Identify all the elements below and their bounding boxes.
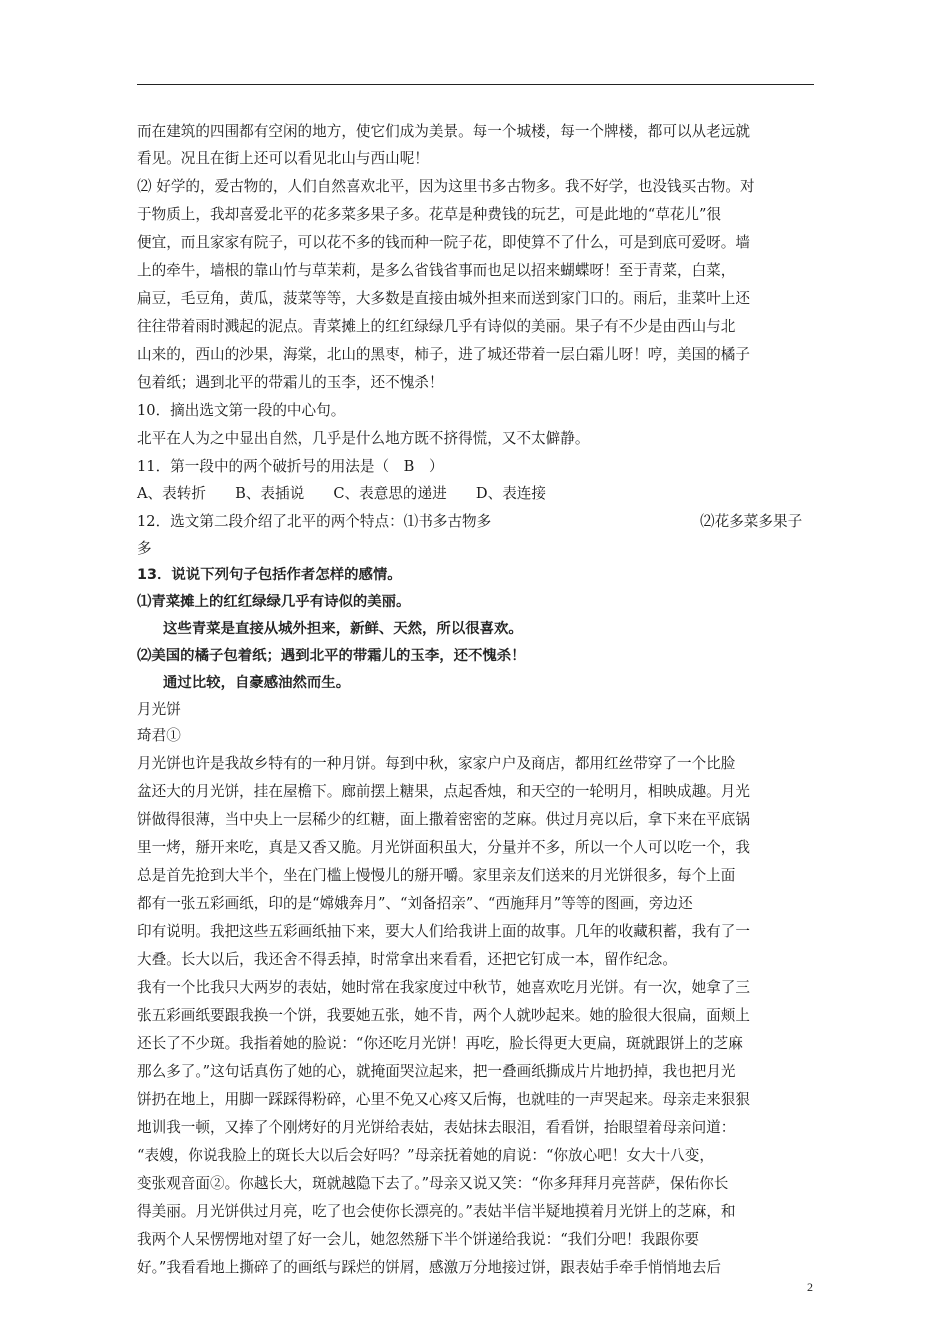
passage2-line: 都有一张五彩画纸，印的是“嫦娥奔月”、“刘备招亲”、“西施拜月”等等的图画，旁边还: [137, 895, 693, 912]
question-13-sentence-2: ⑵美国的橘子包着纸；遇到北平的带霜儿的玉李，还不愧杀！: [137, 648, 526, 664]
question-10-answer: 北平在人为之中显出自然，几乎是什么地方既不挤得慌，又不太僻静。: [137, 430, 590, 447]
passage2-line: 大叠。长大以后，我还舍不得丢掉，时常拿出来看看，还把它钉成一本，留作纪念。: [137, 951, 677, 968]
passage2-line: 地训我一顿，又捧了个刚烤好的月光饼给表姑，表姑抹去眼泪，看看饼，抬眼望着母亲问道：: [137, 1119, 736, 1136]
passage2-line: 盆还大的月光饼，挂在屋檐下。廊前摆上糖果，点起香烛，和天空的一轮明月，相映成趣。月光: [137, 783, 750, 800]
question-13-answer-1: 这些青菜是直接从城外担来，新鲜、天然，所以很喜欢。: [163, 621, 523, 637]
passage1-line: 山来的，西山的沙果，海棠，北山的黑枣，柿子，进了城还带着一层白霜儿呀！哼，美国的橘子: [137, 346, 750, 363]
passage1-line: 便宜，而且家家有院子，可以花不多的钱而种一院子花，即使算不了什么，可是到底可爱呀。墙: [137, 234, 750, 251]
passage2-line: 印有说明。我把这些五彩画纸抽下来，要大人们给我讲上面的故事。几年的收藏积蓄，我有了一: [137, 923, 750, 940]
passage2-line: 总是首先抢到大半个，坐在门槛上慢慢儿的掰开嚼。家里亲友们送来的月光饼很多，每个上面: [137, 867, 736, 884]
question-12-wrap: 多: [137, 540, 152, 557]
question-11-prompt: 11．第一段中的两个破折号的用法是（ B ）: [137, 458, 444, 475]
passage2-line: 我有一个比我只大两岁的表姑，她时常在我家度过中秋节，她喜欢吃月光饼。有一次，她拿了三: [137, 979, 750, 996]
question-12-second-feature: ⑵花多菜多果子: [700, 513, 803, 530]
passage1-line: 而在建筑的四围都有空闲的地方，使它们成为美景。每一个城楼，每一个牌楼，都可以从老远就: [137, 123, 750, 140]
passage1-line: 往往带着雨时溅起的泥点。青菜摊上的红红绿绿几乎有诗似的美丽。果子有不少是由西山与北: [137, 318, 736, 335]
passage2-line: 饼扔在地上，用脚一踩踩得粉碎，心里不免又心疼又后悔，也就哇的一声哭起来。母亲走来狠狠: [137, 1091, 750, 1108]
passage2-line: 月光饼也许是我故乡特有的一种月饼。每到中秋，家家户户及商店，都用红丝带穿了一个比脸: [137, 755, 736, 772]
passage2-line: 还长了不少斑。我指着她的脸说：“你还吃月光饼！再吃，脸长得更大更扁，斑就跟饼上的芝麻: [137, 1035, 743, 1052]
passage1-line: 上的牵牛，墙根的靠山竹与草茉莉，是多么省钱省事而也足以招来蝴蝶呀！至于青菜，白菜，: [137, 262, 736, 279]
passage1-line: 包着纸；遇到北平的带霜儿的玉李，还不愧杀！: [137, 374, 444, 391]
header-rule: [137, 84, 814, 85]
passage2-line: 里一烤，掰开来吃，真是又香又脆。月光饼面积虽大，分量并不多，所以一个人可以吃一个，我: [137, 839, 750, 856]
passage1-line: 看见。况且在街上还可以看见北山与西山呢！: [137, 150, 429, 167]
passage2-line: 得美丽。月光饼供过月亮，吃了也会使你长漂亮的。”表姑半信半疑地摸着月光饼上的芝麻，和: [137, 1203, 736, 1220]
question-10-prompt: 10．摘出选文第一段的中心句。: [137, 402, 346, 419]
passage2-line: 张五彩画纸要跟我换一个饼，我要她五张，她不肯，两个人就吵起来。她的脸很大很扁，面颊上: [137, 1007, 750, 1024]
question-13-sentence-1: ⑴青菜摊上的红红绿绿几乎有诗似的美丽。: [137, 594, 411, 610]
passage2-line: 我两个人呆愣愣地对望了好一会儿，她忽然掰下半个饼递给我说：“我们分吧！我跟你要: [137, 1231, 700, 1248]
page-number: 2: [807, 1280, 813, 1294]
question-12-prompt: 12．选文第二段介绍了北平的两个特点：⑴书多古物多: [137, 513, 492, 530]
question-11-options: A、表转折 B、表插说 C、表意思的递进 D、表连接: [137, 485, 546, 502]
passage2-line: “表嫂，你说我脸上的斑长大以后会好吗？”母亲抚着她的肩说：“你放心吧！女大十八变，: [137, 1147, 714, 1164]
passage2-line: 那么多了。”这句话真伤了她的心，就掩面哭泣起来，把一叠画纸撕成片片地扔掉，我也把月光: [137, 1063, 736, 1080]
passage2-author: 琦君①: [137, 727, 181, 744]
passage2-line: 饼做得很薄，当中央上一层稀少的红糖，面上撒着密密的芝麻。供过月亮以后，拿下来在平底锅: [137, 811, 750, 828]
passage1-line: 扁豆，毛豆角，黄瓜，菠菜等等，大多数是直接由城外担来而送到家门口的。雨后，韭菜叶上还: [137, 290, 750, 307]
question-13-prompt: 13．说说下列句子包括作者怎样的感情。: [137, 567, 402, 583]
passage2-line: 变张观音面②。你越长大，斑就越隐下去了。”母亲又说又笑：“你多拜拜月亮菩萨，保佑你长: [137, 1175, 729, 1192]
passage1-line: ⑵ 好学的，爱古物的，人们自然喜欢北平，因为这里书多古物多。我不好学，也没钱买古物。对: [137, 178, 755, 195]
question-13-answer-2: 通过比较，自豪感油然而生。: [163, 675, 351, 691]
passage2-title: 月光饼: [137, 701, 181, 718]
passage2-line: 好。”我看看地上撕碎了的画纸与踩烂的饼屑，感激万分地接过饼，跟表姑手牵手悄悄地去后: [137, 1259, 721, 1276]
passage1-line: 于物质上，我却喜爱北平的花多菜多果子多。花草是种费钱的玩艺，可是此地的“草花儿”很: [137, 206, 722, 223]
